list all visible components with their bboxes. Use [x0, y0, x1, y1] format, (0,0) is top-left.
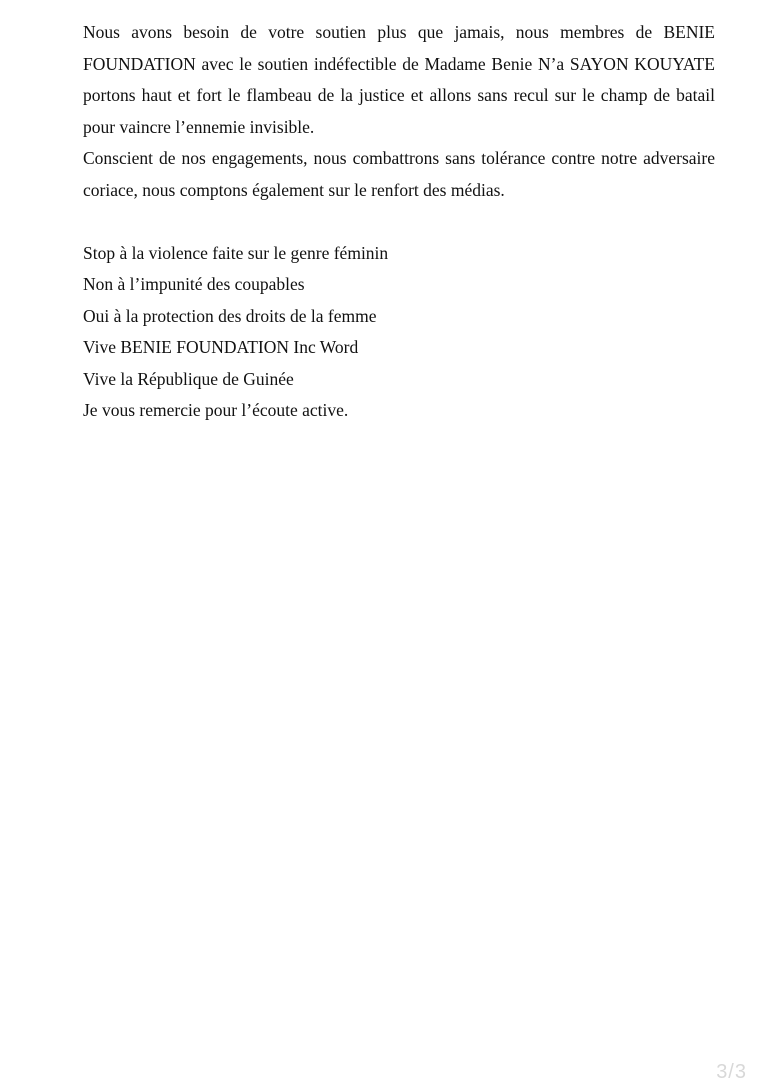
slogan-item: Vive BENIE FOUNDATION Inc Word — [83, 337, 359, 357]
paragraph-commitment: Conscient de nos engagements, nous combattrons sans tolérance contre notre adversaire coriace, nous comptons également sur le renfort des médias. — [83, 148, 715, 200]
document-body — [83, 17, 715, 427]
paragraph-spacer — [83, 206, 715, 238]
slogan-item: Non à l’impunité des coupables — [83, 274, 305, 294]
page-indicator: 3/3 — [716, 1061, 747, 1083]
slogan-item: Vive la République de Guinée — [83, 368, 294, 389]
paragraph-support: Nous avons besoin de votre soutien plus que jamais, nous membres de BENIE FOUNDATION avec le soutien indéfectible de Madame Benie N’a SAYON KOUYATE portons haut et fort le flambeau de la justice et allons sans recul sur le champ de batail pour vaincre l’ennemie invisible. — [83, 22, 715, 137]
closing-line: Je vous remercie pour l’écoute active. — [83, 400, 349, 420]
slogan-item: Oui à la protection des droits de la femme — [83, 305, 377, 326]
slogan-item: Stop à la violence faite sur le genre féminin — [83, 242, 389, 263]
slogan-list — [83, 238, 715, 427]
